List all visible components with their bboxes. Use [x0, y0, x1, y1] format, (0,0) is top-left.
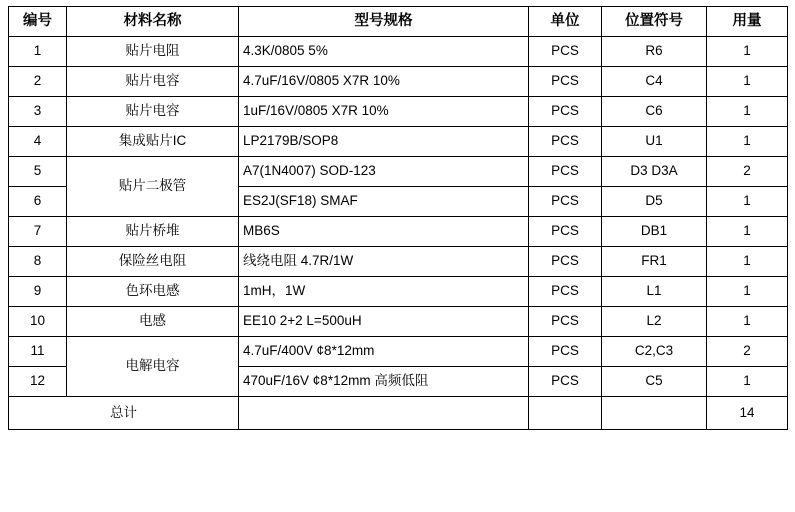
cell-unit: PCS	[529, 337, 602, 367]
cell-qty: 1	[707, 37, 788, 67]
cell-unit: PCS	[529, 307, 602, 337]
cell-position: C6	[602, 97, 707, 127]
cell-name: 电感	[67, 307, 239, 337]
cell-position: L2	[602, 307, 707, 337]
cell-unit: PCS	[529, 37, 602, 67]
total-qty: 14	[707, 397, 788, 430]
cell-name: 贴片桥堆	[67, 217, 239, 247]
bom-table	[8, 6, 788, 430]
cell-spec: EE10 2+2 L=500uH	[239, 307, 529, 337]
table-row	[9, 337, 788, 367]
table-row	[9, 97, 788, 127]
cell-qty: 1	[707, 127, 788, 157]
cell-qty: 1	[707, 277, 788, 307]
cell-qty: 1	[707, 97, 788, 127]
cell-spec: 4.3K/0805 5%	[239, 37, 529, 67]
cell-position: R6	[602, 37, 707, 67]
cell-spec: 1mH，1W	[239, 277, 529, 307]
cell-unit: PCS	[529, 97, 602, 127]
cell-unit: PCS	[529, 367, 602, 397]
cell-position: C4	[602, 67, 707, 97]
header-row	[9, 7, 788, 37]
cell-qty: 1	[707, 217, 788, 247]
cell-spec: LP2179B/SOP8	[239, 127, 529, 157]
table-header	[9, 7, 788, 37]
cell-position: L1	[602, 277, 707, 307]
cell-num: 3	[9, 97, 67, 127]
header-cell-spec: 型号规格	[239, 7, 529, 37]
cell-position: FR1	[602, 247, 707, 277]
cell-unit: PCS	[529, 247, 602, 277]
cell-qty: 1	[707, 247, 788, 277]
table-row	[9, 307, 788, 337]
cell-qty: 1	[707, 187, 788, 217]
cell-spec: 4.7uF/400V ¢8*12mm	[239, 337, 529, 367]
cell-spec: 470uF/16V ¢8*12mm 高频低阻	[239, 367, 529, 397]
cell-name: 贴片电阻	[67, 37, 239, 67]
cell-spec: MB6S	[239, 217, 529, 247]
cell-num: 6	[9, 187, 67, 217]
cell-unit: PCS	[529, 187, 602, 217]
cell-qty: 1	[707, 67, 788, 97]
cell-num: 1	[9, 37, 67, 67]
table-row	[9, 127, 788, 157]
header-cell-unit: 单位	[529, 7, 602, 37]
cell-qty: 2	[707, 337, 788, 367]
cell-num: 5	[9, 157, 67, 187]
table-body	[9, 37, 788, 430]
cell-name: 贴片电容	[67, 97, 239, 127]
cell-num: 11	[9, 337, 67, 367]
cell-num: 7	[9, 217, 67, 247]
header-cell-qty: 用量	[707, 7, 788, 37]
cell-unit: PCS	[529, 157, 602, 187]
total-unit-empty	[529, 397, 602, 430]
cell-position: C2,C3	[602, 337, 707, 367]
cell-qty: 2	[707, 157, 788, 187]
cell-unit: PCS	[529, 217, 602, 247]
table-row	[9, 37, 788, 67]
cell-spec: 1uF/16V/0805 X7R 10%	[239, 97, 529, 127]
cell-name: 贴片电容	[67, 67, 239, 97]
cell-position: DB1	[602, 217, 707, 247]
cell-position: U1	[602, 127, 707, 157]
table-row	[9, 247, 788, 277]
cell-qty: 1	[707, 307, 788, 337]
cell-spec: 线绕电阻 4.7R/1W	[239, 247, 529, 277]
cell-num: 9	[9, 277, 67, 307]
cell-num: 10	[9, 307, 67, 337]
total-label: 总计	[9, 397, 239, 430]
total-position-empty	[602, 397, 707, 430]
cell-name: 电解电容	[67, 337, 239, 397]
cell-position: C5	[602, 367, 707, 397]
header-cell-num: 编号	[9, 7, 67, 37]
header-cell-name: 材料名称	[67, 7, 239, 37]
cell-name: 贴片二极管	[67, 157, 239, 217]
cell-qty: 1	[707, 367, 788, 397]
cell-unit: PCS	[529, 127, 602, 157]
cell-spec: A7(1N4007) SOD-123	[239, 157, 529, 187]
total-spec-empty	[239, 397, 529, 430]
cell-num: 8	[9, 247, 67, 277]
cell-num: 4	[9, 127, 67, 157]
cell-unit: PCS	[529, 277, 602, 307]
cell-name: 集成贴片IC	[67, 127, 239, 157]
cell-name: 色环电感	[67, 277, 239, 307]
cell-num: 2	[9, 67, 67, 97]
table-row	[9, 277, 788, 307]
cell-spec: 4.7uF/16V/0805 X7R 10%	[239, 67, 529, 97]
cell-position: D5	[602, 187, 707, 217]
total-row	[9, 397, 788, 430]
cell-name: 保险丝电阻	[67, 247, 239, 277]
cell-position: D3 D3A	[602, 157, 707, 187]
cell-num: 12	[9, 367, 67, 397]
table-row	[9, 217, 788, 247]
table-row	[9, 67, 788, 97]
cell-unit: PCS	[529, 67, 602, 97]
header-cell-position: 位置符号	[602, 7, 707, 37]
cell-spec: ES2J(SF18) SMAF	[239, 187, 529, 217]
table-row	[9, 157, 788, 187]
